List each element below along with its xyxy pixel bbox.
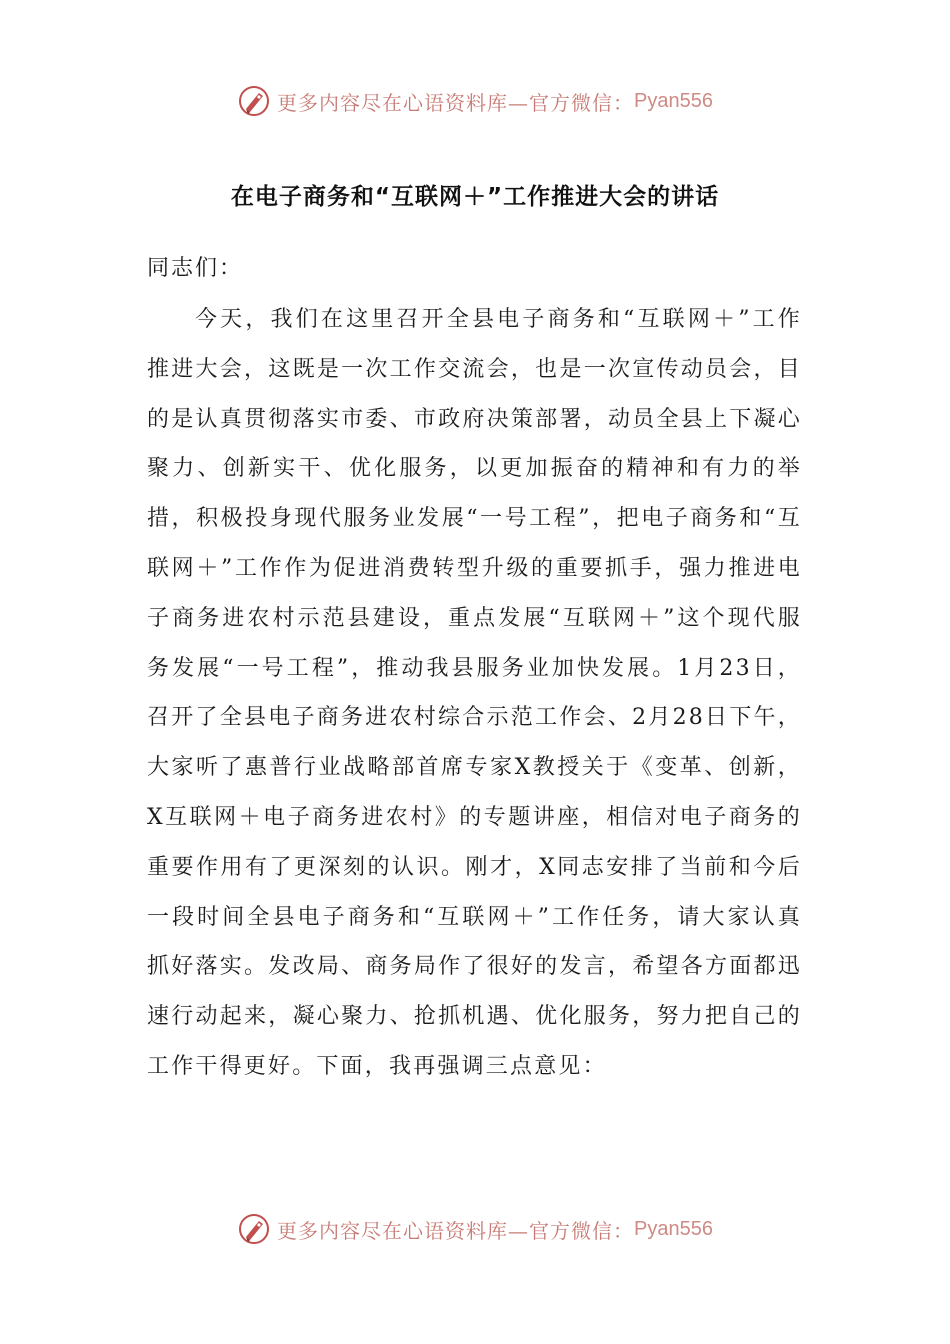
document-title: 在电子商务和“互联网＋”工作推进大会的讲话 [230,184,720,210]
salutation: 同志们： [147,256,244,281]
watermark-text: 更多内容尽在心语资料库—官方微信： [277,1218,635,1243]
pen-nib-logo-icon [237,84,271,118]
watermark-text: 更多内容尽在心语资料库—官方微信： [277,90,635,115]
body-paragraph: 今天，我们在这里召开全县电子商务和“互联网＋”工作推进大会，这既是一次工作交流会，也是一次宣传动员会，目的是认真贯彻落实市委、市政府决策部署，动员全县上下凝心聚力、创新实干、优化服务，以更加振奋的精神和有力的举措，积极投身现代服务业发展“一号工程”，把电子商务和“互联网＋”工作作为促进消费转型升级的重要抓手，强力推进电子商务进农村示范县建设，重点发展“互联网＋”这个现代服务发展“一号工程”，推动我县服务业加快发展。1月23日，召开了全县电子商务进农村综合示范工作会、2月28日下午，大家听了惠普行业战略部首席专家X教授关于《变革、创新，X互联网＋电子商务进农村》的专题讲座，相信对电子商务的重要作用有了更深刻的认识。刚才，X同志安排了当前和今后一段时间全县电子商务和“互联网＋”工作任务，请大家认真抓好落实。发改局、商务局作了很好的发言，希望各方面都迅速行动起来，凝心聚力、抢抓机遇、优化服务，努力把自己的工作干得更好。下面，我再强调三点意见： [147,307,802,1079]
watermark-wechat-id: Pyan556 [634,1217,713,1240]
pen-nib-logo-icon [237,1212,271,1246]
watermark-wechat-id: Pyan556 [634,89,713,112]
header-watermark [0,84,950,118]
footer-watermark [0,1212,950,1246]
